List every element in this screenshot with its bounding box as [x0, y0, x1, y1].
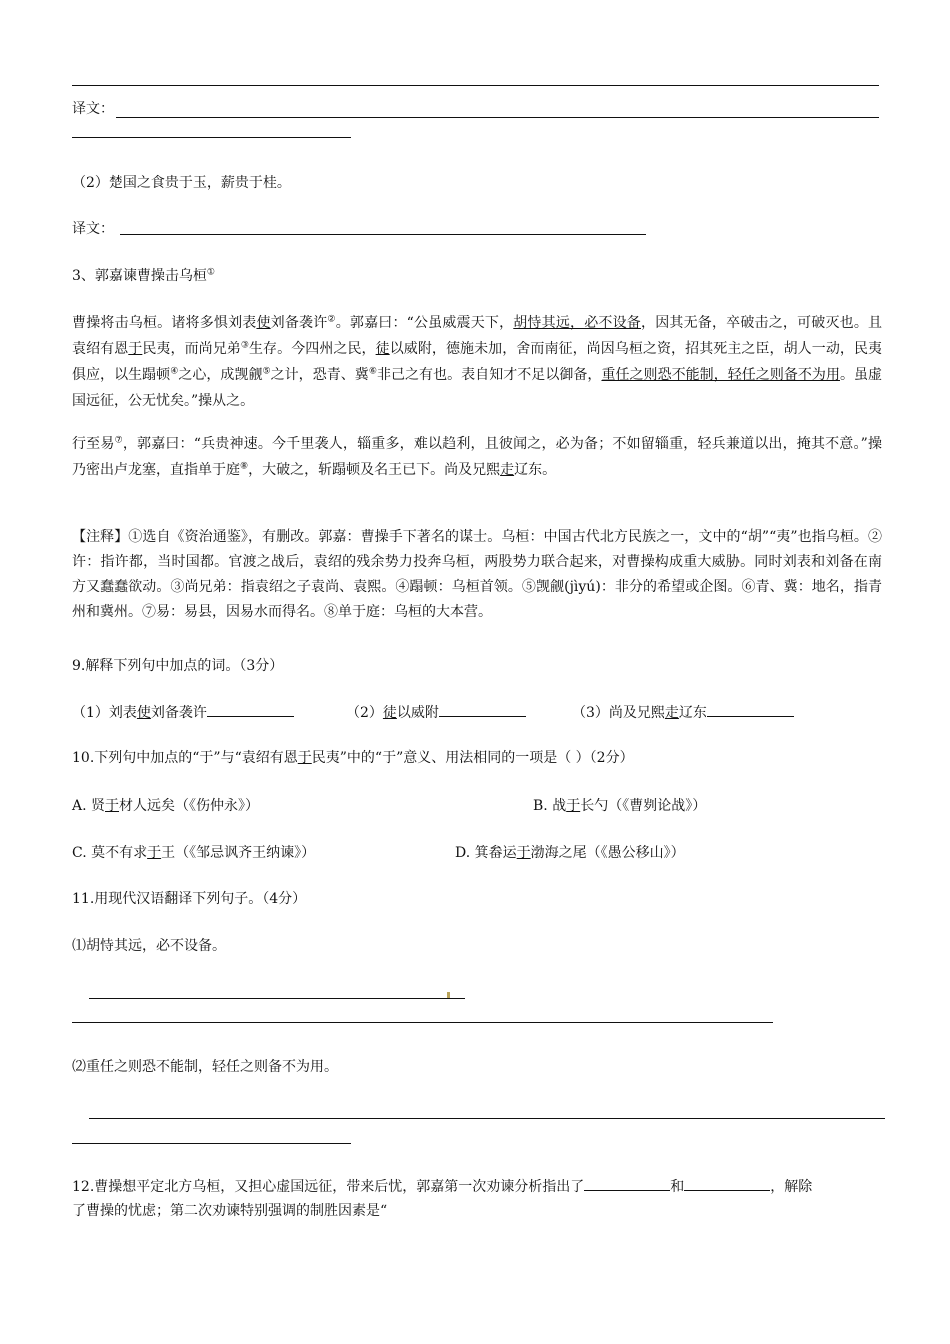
question-11-stem: 11.用现代汉语翻译下列句子。（4分）: [72, 891, 307, 907]
question-9-stem: 9.解释下列句中加点的词。（3分）: [72, 658, 284, 674]
answer-line[interactable]: [72, 1022, 773, 1023]
answer-line[interactable]: [116, 117, 879, 118]
question-9-item-3: （3）尚及兄熙走辽东: [572, 702, 794, 723]
question-9-item-1: （1）刘表使刘备袭许: [72, 702, 294, 723]
option-b[interactable]: B. 战于长勺（《曹刿论战》）: [533, 798, 707, 814]
answer-line[interactable]: [89, 1118, 885, 1119]
annotations: 【注释】①选自《资治通鉴》，有删改。郭嘉：曹操手下著名的谋士。乌桓：中国古代北方民族之一，文中的“胡”“夷”也指乌桓。②许：指许都，当时国都。官渡之战后，袁绍的残余势力投奔乌桓，两股势力联合起来，对曹操构成重大威胁。同时刘表和刘备在南方又蠢蠢欲动。③尚兄弟：指袁绍之子袁尚、袁熙。④蹋顿：乌桓首领。⑤觊觎(jìyú)：非分的希望或企图。⑥青、冀：地名，指青州和冀州。⑦易：易县，因易水而得名。⑧单于庭：乌桓的大本营。: [72, 529, 882, 620]
dotted-word: 徒: [375, 341, 390, 357]
question-10-stem: 10.下列句中加点的“于”与“袁绍有恩于民夷”中的“于”意义、用法相同的一项是（ ）（2分）: [72, 750, 634, 766]
stray-mark: [447, 992, 450, 998]
question-2-sentence: （2）楚国之食贵于玉，薪贵于桂。: [72, 175, 291, 191]
option-a[interactable]: A. 贤于材人远矣（《伤仲永》）: [72, 798, 260, 814]
answer-blank[interactable]: [684, 1176, 770, 1191]
answer-blank[interactable]: [707, 702, 794, 717]
translation-label: 译文：: [72, 101, 114, 117]
answer-blank[interactable]: [207, 702, 294, 717]
option-d[interactable]: D. 箕畚运于渤海之尾（《愚公移山》）: [455, 845, 685, 861]
option-c[interactable]: C. 莫不有求于王（《邹忌讽齐王纳谏》）: [72, 845, 316, 861]
dotted-word: 使: [256, 315, 271, 331]
dotted-word: 走: [500, 462, 515, 478]
answer-line[interactable]: [72, 137, 351, 138]
answer-blank[interactable]: [439, 702, 526, 717]
section-title: 3、郭嘉谏曹操击乌桓①: [72, 267, 215, 284]
question-12-line-2: 了曹操的忧虑；第二次劝谏特别强调的制胜因素是“: [72, 1203, 388, 1219]
passage-paragraph-2: 行至易⑦，郭嘉曰：“兵贵神速。今千里袭人，辎重多，难以趋利，且彼闻之，必为备；不如留辎重，轻兵兼道以出，掩其不意。”操乃密出卢龙塞，直指单于庭⑧，大破之，斩蹋顿及名王已下。尚及兄熙走辽东。: [72, 435, 883, 478]
dotted-word: 于: [128, 341, 143, 357]
translation-label: 译文：: [72, 221, 114, 237]
passage-paragraph-1: 曹操将击乌桓。诸将多惧刘表使刘备袭许②。郭嘉曰：“公虽威震天下，胡恃其远，必不设备，因其无备，卒破击之，可破灭也。且袁绍有恩于民夷，而尚兄弟③生存。今四州之民，徒以威附，德施未加，舍而南征，尚因乌桓之资，招其死主之臣，胡人一动，民夷俱应，以生蹋顿④之心，成觊觎⑤之计，恐青、冀⑥非己之有也。表自知才不足以御备，重任之则恐不能制，轻任之则备不为用。虽虚国远征，公无忧矣。”操从之。: [72, 314, 883, 409]
underlined-phrase: 重任之则恐不能制，轻任之则备不为用: [601, 367, 840, 383]
question-11-sentence-2: ⑵重任之则恐不能制，轻任之则备不为用。: [72, 1059, 338, 1075]
answer-line[interactable]: [120, 234, 646, 235]
question-9-item-2: （2）徒以威附: [346, 702, 526, 723]
answer-line: [72, 85, 879, 86]
answer-blank[interactable]: [584, 1176, 670, 1191]
question-12-line-1: 12.曹操想平定北方乌桓，又担心虚国远征，带来后忧，郭嘉第一次劝谏分析指出了 和 ，解除: [72, 1176, 812, 1197]
answer-line[interactable]: [89, 998, 465, 999]
answer-line[interactable]: [72, 1143, 351, 1144]
question-11-sentence-1: ⑴胡恃其远，必不设备。: [72, 938, 226, 954]
underlined-phrase: 胡恃其远，必不设备: [513, 315, 641, 331]
